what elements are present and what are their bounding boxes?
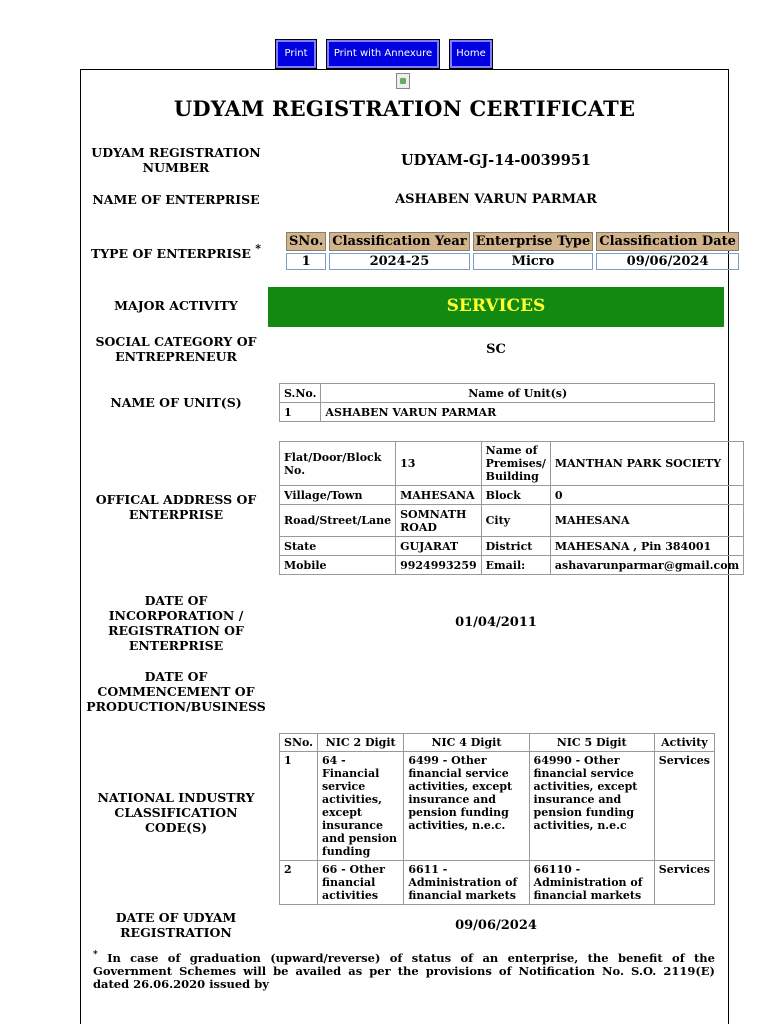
district-value: MAHESANA , Pin 384001 [550,537,743,556]
nic-cell-sno: 1 [280,752,318,861]
nic-header-5digit: NIC 5 Digit [529,734,654,752]
units-cell-name: ASHABEN VARUN PARMAR [321,403,715,422]
type-cell-sno: 1 [286,253,326,270]
address-table [279,441,744,575]
enterprise-type-table [283,230,742,272]
enterprise-type-label [86,242,266,261]
table-row [280,752,715,861]
units-label: NAME OF UNIT(S) [110,395,242,410]
type-cell-date: 09/06/2024 [596,253,739,270]
units-table-header [280,384,715,403]
nic-cell-activity: Services [654,752,714,861]
table-row [280,505,744,537]
nic-cell-activity: Services [654,861,714,905]
major-activity-label: MAJOR ACTIVITY [114,298,238,313]
type-header-type: Enterprise Type [473,232,594,251]
enterprise-type-asterisk: * [255,242,262,255]
nic-cell-2digit: 64 - Financial service activities, except insurance and pension funding [317,752,403,861]
nic-header-2digit: NIC 2 Digit [317,734,403,752]
flat-label: Flat/Door/Block No. [280,442,396,486]
print-with-annexure-button[interactable]: Print with Annexure [327,40,439,68]
mobile-label: Mobile [280,556,396,575]
footnote [93,949,715,991]
nic-header-activity: Activity [654,734,714,752]
state-value: GUJARAT [396,537,482,556]
table-row [280,556,744,575]
premises-value: MANTHAN PARK SOCIETY [550,442,743,486]
table-row [280,442,744,486]
nic-cell-5digit: 66110 - Administration of financial markets [529,861,654,905]
state-label: State [280,537,396,556]
incorporation-date-value: 01/04/2011 [455,615,537,630]
certificate-title: UDYAM REGISTRATION CERTIFICATE [173,96,636,121]
social-category-label: SOCIAL CATEGORY OF ENTREPRENEUR [95,334,257,364]
nic-table [279,733,715,905]
nic-table-header [280,734,715,752]
toolbar [0,40,768,68]
type-table-header [286,232,739,251]
table-row [286,253,739,270]
nic-header-4digit: NIC 4 Digit [404,734,529,752]
udyam-date-value: 09/06/2024 [455,918,537,933]
road-value: SOMNATH ROAD [396,505,482,537]
footnote-asterisk: * [93,950,98,960]
nic-cell-2digit: 66 - Other financial activities [317,861,403,905]
type-cell-year: 2024-25 [329,253,469,270]
road-label: Road/Street/Lane [280,505,396,537]
major-activity-value: SERVICES [268,287,724,327]
emblem-image-icon [396,73,410,89]
table-row [280,861,715,905]
premises-label: Name of Premises/ Building [481,442,550,486]
nic-cell-4digit: 6499 - Other financial service activities, except insurance and pension funding activities, n.e.c. [404,752,529,861]
nic-cell-4digit: 6611 - Administration of financial markets [404,861,529,905]
table-row [280,403,715,422]
footnote-text: In case of graduation (upward/reverse) of status of an enterprise, the benefit of the Government Schemes will be availed as per the provisions of Notification No. S.O. 2119(E) dated 26.06.2020 issued by [93,950,715,991]
reg-number-label: UDYAM REGISTRATION NUMBER [91,145,261,175]
block-value: 0 [550,486,743,505]
village-label: Village/Town [280,486,396,505]
nic-cell-5digit: 64990 - Other financial service activities, except insurance and pension funding activities, n.e.c [529,752,654,861]
district-label: District [481,537,550,556]
mobile-value: 9924993259 [396,556,482,575]
nic-header-sno: SNo. [280,734,318,752]
email-value: ashavarunparmar@gmail.com [550,556,743,575]
enterprise-name-label: NAME OF ENTERPRISE [92,192,260,207]
type-header-sno: SNo. [286,232,326,251]
udyam-date-label: DATE OF UDYAM REGISTRATION [115,910,237,940]
flat-value: 13 [396,442,482,486]
units-header-name: Name of Unit(s) [321,384,715,403]
nic-cell-sno: 2 [280,861,318,905]
incorporation-date-label: DATE OF INCORPORATION / REGISTRATION OF ENTERPRISE [108,593,244,653]
commencement-date-label: DATE OF COMMENCEMENT OF PRODUCTION/BUSINESS [86,669,266,714]
table-row [280,537,744,556]
type-header-date: Classification Date [596,232,739,251]
print-button[interactable]: Print [276,40,316,68]
units-cell-sno: 1 [280,403,321,422]
social-category-value: SC [486,342,506,357]
nic-label: NATIONAL INDUSTRY CLASSIFICATION CODE(S) [97,790,255,835]
block-label: Block [481,486,550,505]
table-row [280,486,744,505]
email-label: Email: [481,556,550,575]
type-header-year: Classification Year [329,232,469,251]
type-cell-type: Micro [473,253,594,270]
enterprise-name-value: ASHABEN VARUN PARMAR [395,192,597,207]
home-button[interactable]: Home [450,40,492,68]
units-header-sno: S.No. [280,384,321,403]
units-table [279,383,715,422]
enterprise-type-label-text: TYPE OF ENTERPRISE [90,246,251,261]
city-value: MAHESANA [550,505,743,537]
address-label: OFFICAL ADDRESS OF ENTERPRISE [95,492,257,522]
reg-number-value: UDYAM-GJ-14-0039951 [400,152,592,169]
village-value: MAHESANA [396,486,482,505]
city-label: City [481,505,550,537]
